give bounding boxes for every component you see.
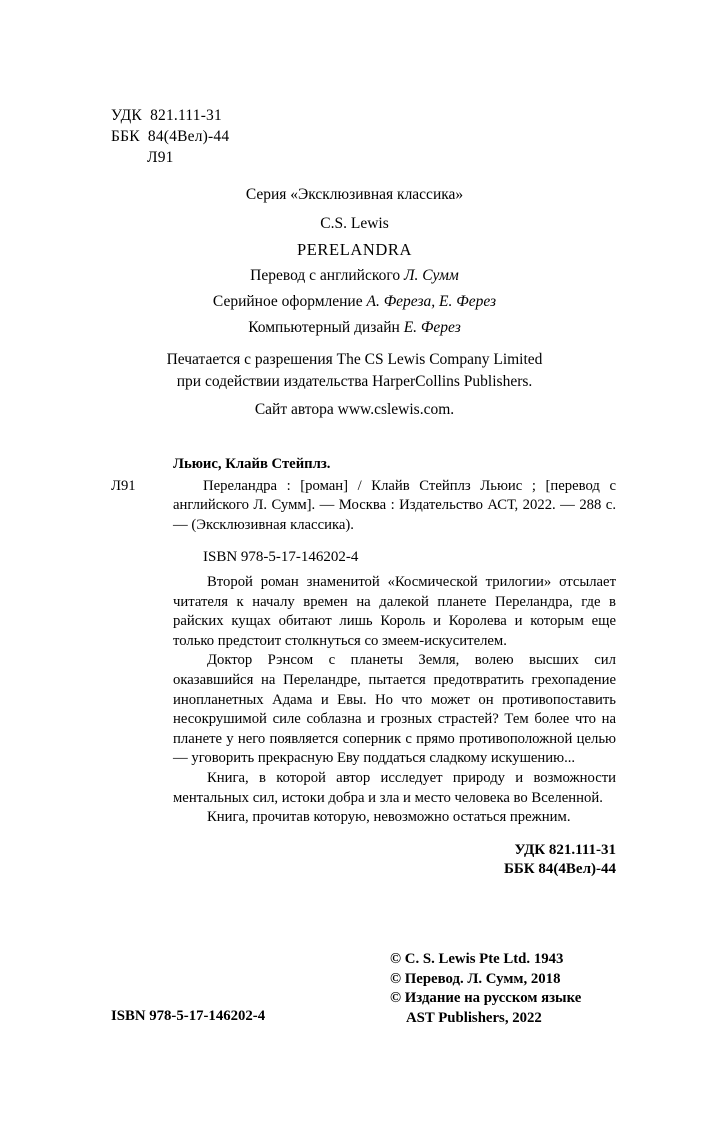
record-description (173, 477, 616, 536)
copyright-line-1: © C. S. Lewis Pte Ltd. 1943 (390, 951, 564, 967)
design-prefix: Серийное оформление (212, 293, 367, 310)
udk-line: УДК 821.111-31 (111, 107, 222, 124)
record-isbn (173, 548, 616, 568)
author-latin: C.S. Lewis (320, 215, 389, 232)
translation-credit (60, 264, 649, 287)
classification-repeat (173, 841, 616, 880)
cataloguing-record (111, 455, 616, 880)
bbk-line: ББК 84(4Вел)-44 (111, 128, 230, 145)
record-author: Льюис, Клайв Стейплз. (173, 456, 331, 472)
copyright-line-4: AST Publishers, 2022 (406, 1009, 542, 1026)
annotation-paragraph: Второй роман знаменитой «Космической трилогии» отсылает читателя к началу времен на далекой планете Переландра, где в райских кущах обитают лишь Король и Королева и которым еще только предстоит столкнуться со змеем-искусителем. (173, 573, 616, 649)
permission-note (60, 349, 649, 393)
udk-repeat-line: УДК 821.111-31 (514, 841, 616, 858)
isbn-bottom: ISBN 978-5-17-146202-4 (111, 1008, 266, 1024)
computer-design-credit (60, 316, 649, 339)
annotation-block (173, 573, 616, 828)
classification-block (111, 105, 229, 168)
record-marker: Л91 (111, 477, 136, 494)
record-isbn-text: ISBN 978-5-17-146202-4 (203, 549, 359, 566)
series-name: Серия «Эксклюзивная классика» (245, 186, 464, 203)
copyright-line-3: © Издание на русском языке (390, 990, 582, 1006)
title-latin: PERELANDRA (296, 240, 413, 259)
copyright-line-2: © Перевод. Л. Сумм, 2018 (390, 970, 561, 987)
computer-designer-name: Е. Ферез (403, 319, 461, 336)
author-site: Сайт автора www.cslewis.com. (254, 401, 455, 418)
translator-name: Л. Сумм (403, 267, 459, 284)
permission-line-1: Печатается с разрешения The CS Lewis Company Limited (166, 351, 543, 368)
annotation-paragraph: Доктор Рэнсом с планеты Земля, волею высших сил оказавшийся на Переландре, пытается предотвратить грехопадение инопланетных Адама и Евы. Но что может он противопоставить несокрушимой силе соблазна и грозных страстей? Тем более что на планете у него появляется соперник с прямо противоположной целью — уговорить прекрасную Еву поддаться сладкому искушению... (173, 652, 616, 767)
translation-prefix: Перевод с английского (250, 267, 404, 284)
shelf-code: Л91 (147, 149, 174, 166)
annotation-paragraph: Книга, прочитав которую, невозможно остаться прежним. (207, 809, 571, 826)
computer-design-prefix: Компьютерный дизайн (248, 319, 404, 336)
permission-line-2: при содействии издательства HarperCollins Publishers. (176, 373, 533, 390)
copyright-block (390, 950, 630, 1028)
title-block (60, 183, 649, 421)
designer-names: А. Фереза, Е. Ферез (366, 293, 497, 310)
design-credit (60, 290, 649, 313)
record-description-text: Переландра : [роман] / Клайв Стейплз Льюис ; [перевод с английского Л. Сумм]. — Москва : Издательство АСТ, 2022. — 288 с. — (Эксклюзивная классика). (173, 477, 616, 533)
record-body (111, 477, 616, 536)
bbk-repeat-line: ББК 84(4Вел)-44 (503, 861, 616, 878)
annotation-paragraph: Книга, в которой автор исследует природу и возможности ментальных сил, истоки добра и зла и место человека во Вселенной. (173, 769, 616, 806)
